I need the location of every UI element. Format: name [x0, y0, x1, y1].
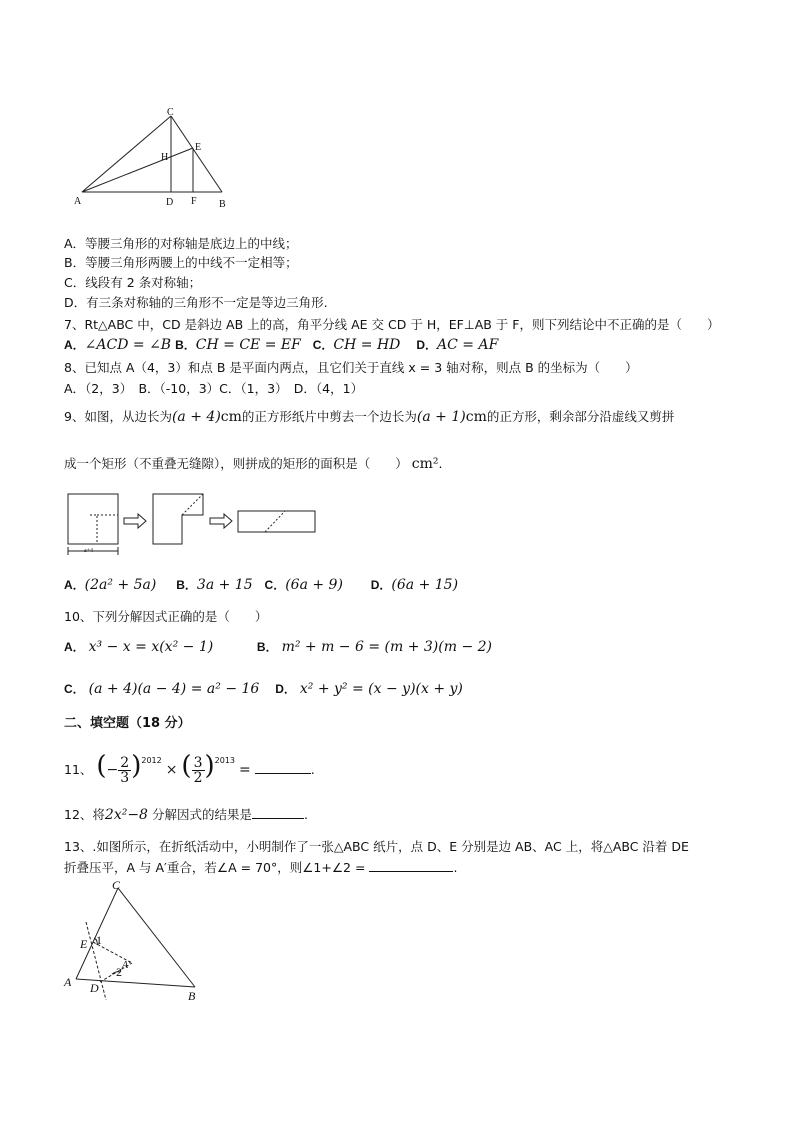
q11-times: ×: [165, 762, 178, 778]
label-e: E: [195, 142, 202, 153]
fig3-label-a: A: [64, 975, 72, 989]
q9-stem-line-1: [64, 408, 674, 426]
q10-option-a: x³ − x = x(x² − 1): [88, 639, 214, 655]
q9-stem-part-1: 9、如图，从边长为: [64, 409, 172, 424]
q7-option-d-label: D．: [416, 338, 437, 352]
q11-exp2: 2013: [214, 755, 236, 765]
q8-stem: 8、已知点 A（4，3）和点 B 是平面内两点，且它们关于直线 x = 3 轴对称，则点 B 的坐标为（ ）: [64, 360, 638, 375]
q7-stem: 7、Rt△ABC 中，CD 是斜边 AB 上的高，角平分线 AE 交 CD 于 H，EF⊥AB 于 F，则下列结论中不正确的是（ ）: [64, 317, 720, 332]
q10-option-c-label: C．: [64, 682, 85, 696]
q11-exp1: 2012: [141, 755, 162, 765]
q10-option-b-label: B．: [256, 640, 278, 654]
segment-cb: [118, 888, 195, 987]
q10-option-b: m² + m − 6 = (m + 3)(m − 2): [281, 639, 492, 655]
q6-option-c: C．线段有 2 条对称轴；: [64, 275, 202, 290]
q11-frac2-den: 2: [193, 770, 203, 786]
folded-triangle-figure: [60, 876, 210, 1006]
q13-answer-blank[interactable]: [369, 871, 453, 872]
q11-end: .: [310, 762, 315, 777]
q13-line-2: [64, 859, 457, 877]
q11-minus: −: [106, 762, 119, 778]
q7-option-b: CH = CE = EF: [195, 337, 301, 353]
q9-side-expr-2: (a + 1): [416, 409, 466, 425]
q7-option-c-label: C．: [312, 338, 334, 352]
q7-option-c: CH = HD: [333, 337, 401, 353]
q13-line-2-text: 折叠压平，A 与 A′重合，若∠A = 70°，则∠1+∠2 =: [64, 860, 370, 875]
q9-unit-1: cm: [220, 409, 242, 425]
label-h: H: [161, 152, 169, 163]
q13-end: .: [453, 860, 458, 875]
q10-option-d: x² + y² = (x − y)(x + y): [299, 681, 463, 697]
q7-option-a: ∠ACD = ∠B: [84, 337, 172, 353]
q7-option-a-label: A．: [64, 338, 85, 352]
q12-answer-blank[interactable]: [252, 818, 304, 819]
square-cut-figure: [60, 490, 330, 560]
q12-stem-part-2: 分解因式的结果是: [147, 807, 252, 822]
fig3-label-d: D: [90, 981, 99, 995]
segment-ae: [82, 148, 193, 192]
q13-line-1: 13、.如图所示，在折纸活动中，小明制作了一张△ABC 纸片，点 D、E 分别是边 AB、AC 上，将△ABC 沿着 DE: [64, 839, 689, 854]
q10-option-c: (a + 4)(a − 4) = a² − 16: [88, 681, 260, 697]
q9-stem-part-2: 的正方形纸片中剪去一个边长为: [241, 409, 417, 424]
fig3-label-b: B: [188, 989, 196, 1003]
q9-option-b-label: B．: [176, 578, 197, 592]
arrow-right-icon-2: [210, 514, 232, 528]
label-d: D: [166, 197, 174, 208]
q10-options-row-1: [64, 638, 492, 656]
q9-stem-part-3: 的正方形，剩余部分沿虚线又剪拼: [486, 409, 675, 424]
q9-stem-line-2: [64, 455, 442, 473]
q10-option-a-label: A．: [64, 640, 85, 654]
q11-frac1-den: 3: [120, 770, 130, 786]
q9-stem-part-4: 成一个矩形（不重叠无缝隙），则拼成的矩形的面积是（ ）: [64, 456, 408, 471]
label-f: F: [191, 196, 197, 207]
q9-unit-2: cm: [465, 409, 487, 425]
segment-ac: [82, 116, 171, 192]
q11-answer-blank[interactable]: [255, 773, 311, 774]
q12-stem: [64, 806, 308, 824]
q11-frac2-num: 3: [193, 755, 203, 771]
fig3-label-e: E: [80, 937, 88, 951]
q9-option-b: 3a + 15: [196, 577, 253, 593]
q9-option-a-label: A．: [64, 578, 85, 592]
q9-unit-area: cm²: [411, 456, 439, 472]
label-c: C: [167, 107, 174, 118]
q9-option-c-label: C．: [264, 578, 286, 592]
q6-option-d: D．有三条对称轴的三角形不一定是等边三角形.: [64, 295, 328, 310]
q9-option-d-label: D．: [370, 578, 392, 592]
q11-frac1-num: 2: [120, 755, 130, 771]
cut-dashed-line: [90, 515, 97, 544]
q8-options: A．（2，3） B．（-10，3）C．（1，3） D．（4，1）: [64, 381, 364, 396]
q12-expression: 2x²−8: [104, 807, 148, 823]
q10-options-row-2: [64, 680, 463, 698]
section-2-heading: 二、填空题（18 分）: [64, 716, 191, 731]
q11-label: 11、: [64, 762, 93, 777]
label-a: A: [74, 196, 82, 207]
arrow-right-icon-1: [124, 514, 146, 528]
triangle-figure-1: [60, 100, 240, 215]
q9-options: [64, 576, 458, 594]
outer-square: [68, 494, 118, 544]
q11-expression: 11、 (− $\frac{2}{3}$ )$^{2012}$ × ( $\frac{3}{2}$ )$^{2013}$ = .: [64, 751, 315, 786]
q12-end: .: [303, 807, 308, 822]
q9-option-a: (2a² + 5a): [84, 577, 157, 593]
q9-fig-label: a+4: [84, 548, 94, 554]
q7-option-b-label: B．: [175, 338, 196, 352]
q10-option-d-label: D．: [275, 682, 296, 696]
q6-option-b: B．等腰三角形两腰上的中线不一定相等；: [64, 255, 298, 270]
q10-stem: 10、下列分解因式正确的是（ ）: [64, 609, 268, 624]
result-rectangle: [238, 511, 315, 532]
l-shape-piece: [153, 494, 203, 544]
q7-option-d: AC = AF: [437, 337, 499, 353]
fig3-label-1: 1: [96, 933, 102, 947]
cut-corner-line: [97, 494, 118, 515]
fig3-label-2: 2: [116, 965, 122, 979]
fig3-label-a-prime: A′: [122, 960, 131, 971]
q9-stem-end: .: [438, 456, 443, 471]
q9-option-d: (6a + 15): [391, 577, 459, 593]
q11-equals: =: [239, 762, 251, 778]
q7-options: [64, 336, 498, 354]
q9-option-c: (6a + 9): [285, 577, 343, 593]
q6-option-a: A．等腰三角形的对称轴是底边上的中线；: [64, 236, 298, 251]
fig3-label-c: C: [112, 878, 121, 892]
q12-stem-part-1: 12、将: [64, 807, 105, 822]
q9-side-expr-1: (a + 4): [171, 409, 221, 425]
label-b: B: [219, 199, 226, 210]
